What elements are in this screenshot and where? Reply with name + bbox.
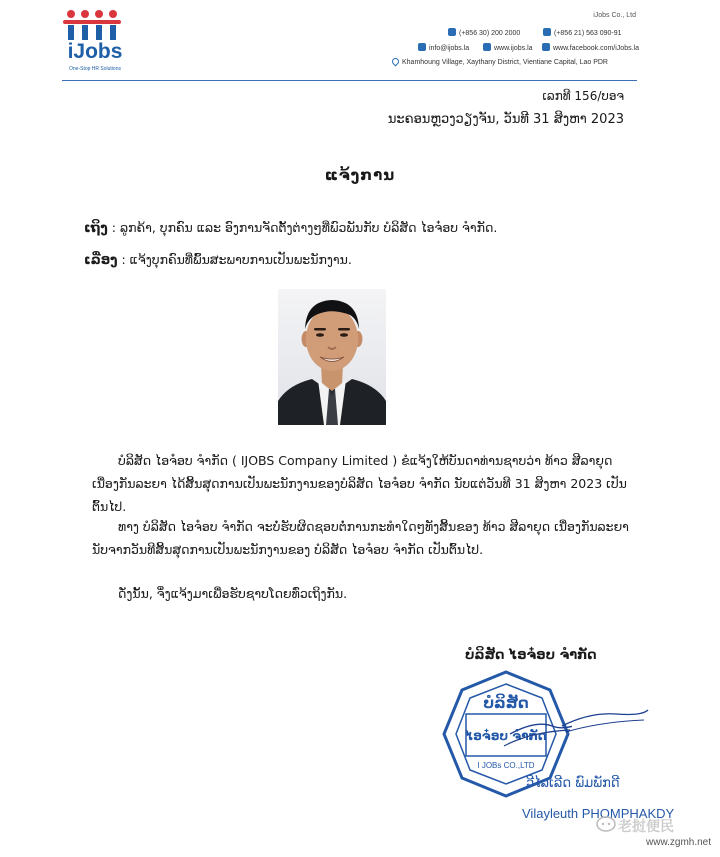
source-watermark [596,814,712,854]
body-paragraph-1 [92,449,632,518]
handwritten-signature [560,700,650,740]
reference-number: ເລກທີ 156/ບອຈ [542,89,624,103]
notice-title: ແຈ້ງການ [324,166,396,184]
employee-photo [278,289,386,425]
subject-label: ເລື່ອງ [84,253,118,268]
company-address: Khamhoung Village, Xaythany District, Vientiane Capital, Lao PDR [402,59,608,66]
phone-line-2 [543,28,622,37]
website-address: www.ijobs.la [494,45,533,52]
ijobs-logo [60,8,130,76]
website-line [483,43,533,52]
paragraph-2-text: ທາງ ບໍລິສັດ ໄອຈ໋ອບ ຈຳກັດ ຈະບໍ່ຮັບຜິດຊອບຕໍ່ການກະທຳໃດໆທັງສິ້ນຂອງ ທ້າວ ສີລາຍຸດ ເນື່ອງກັນລະຍາ ນັບຈາກວັນທີສິ້ນສຸດການເປັນພະນັກງານຂອງ ບໍລິສັດ ໄອຈ໋ອບ ຈຳກັດ ເປັນຕົ້ນໄປ. [92,519,629,557]
phone-line-1 [448,28,520,37]
signatory-name-latin: Vilayleuth PHOMPHAKDY [522,806,675,821]
recipient-row [84,220,497,236]
email-address: info@ijobs.la [429,45,470,52]
seal-top-text: ບໍລິສັດ [483,694,529,712]
signatory-name-lao: ວີໄລເລີດ ພົມພັກດີ [526,776,620,791]
header-company-name: iJobs Co., Ltd [593,12,636,19]
subject-text: : ແຈ້ງບຸກຄົນທີ່ພົ້ນສະພາບການເປັນພະນັກງານ. [121,252,352,267]
email-icon [418,43,426,51]
seal-bottom-text: I JOBs CO.,LTD [477,761,535,770]
body-paragraph-2 [92,515,632,561]
portrait-image [278,289,386,425]
phone-number-1: (+856 30) 200 2000 [459,30,521,37]
phone-icon [543,28,551,36]
globe-icon [483,43,491,51]
subject-row [84,252,352,268]
seal-middle-text: ໄອຈ໋ອບ ຈຳກັດ [465,729,547,743]
watermark-text: 老挝便民 [618,819,674,835]
recipient-label: ເຖິງ [84,221,108,236]
signatory-company: ບໍລິສັດ ໄອຈ໋ອບ ຈຳກັດ [465,648,597,663]
phone-number-2: (+856 21) 563 090-91 [554,30,622,37]
body-paragraph-3 [92,582,632,605]
email-line [418,43,469,52]
facebook-address: www.facebook.com/iJobs.la [553,45,639,52]
paragraph-1-text: ບໍລິສັດ ໄອຈ໋ອບ ຈຳກັດ ( IJOBS Company Limited ) ຂໍແຈ້ງໃຫ້ບັນດາທ່ານຊາບວ່າ ທ້າວ ສີລາຍຸດ ເນື່ອງກັນລະຍາ ໄດ້ສິ້ນສຸດການເປັນພະນັກງານຂອງບໍລິສັດ ໄອຈ໋ອບ ຈຳກັດ ນັບແຕ່ວັນທີ 31 ສິງຫາ 2023 ເປັນຕົ້ນໄປ. [92,453,627,514]
paragraph-3-text: ດັ່ງນັ້ນ, ຈຶ່ງແຈ້ງມາເພື່ອຮັບຊາບໂດຍທົ່ວເຖິງກັນ. [118,586,348,601]
phone-icon [448,28,456,36]
logo-wordmark: iJobs [67,40,123,63]
address-line [392,58,608,66]
location-pin-icon [391,57,401,67]
date-line: ນະຄອນຫຼວງວຽງຈັນ, ວັນທີ 31 ສິງຫາ 2023 [387,112,624,127]
people-logo-icon [60,8,130,42]
facebook-line [542,43,639,52]
recipient-text: : ລູກຄ້າ, ບຸກຄົນ ແລະ ອົງການຈັດຕັ້ງຕ່າງໆທີ່ພົວພັນກັບ ບໍລິສັດ ໄອຈ໋ອບ ຈຳກັດ. [111,220,498,235]
facebook-icon [542,43,550,51]
chat-bubble-icon [596,816,616,834]
watermark-url: www.zgmh.net [646,837,712,848]
header-divider [62,80,637,81]
logo-tagline: One-Stop HR Solutions [69,66,121,72]
